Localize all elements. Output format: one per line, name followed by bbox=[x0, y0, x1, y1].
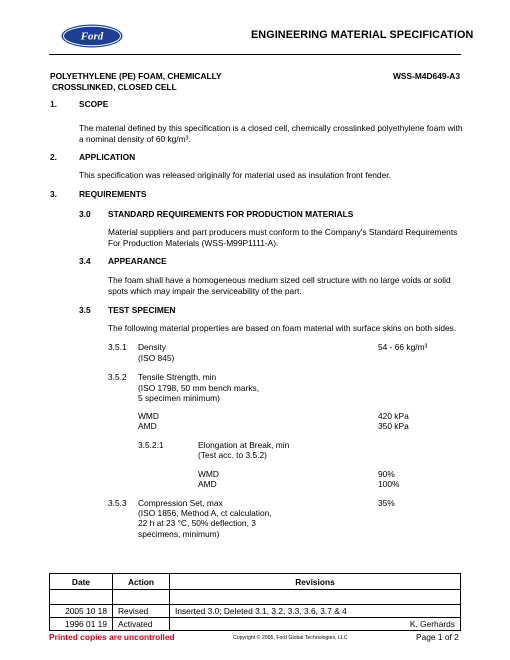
revision-action: Revised bbox=[113, 605, 170, 618]
section-number-requirements: 3. bbox=[50, 189, 57, 199]
tensile-amd-value: 350 kPa bbox=[378, 421, 409, 431]
property-name-density: Density bbox=[138, 342, 166, 352]
property-value-density: 54 - 66 kg/m³ bbox=[378, 342, 428, 352]
table-row bbox=[50, 618, 461, 631]
revision-action: Activated bbox=[113, 618, 170, 631]
property-number-compression: 3.5.3 bbox=[108, 498, 127, 508]
ford-logo bbox=[61, 24, 123, 48]
material-title-line2: CROSSLINKED, CLOSED CELL bbox=[52, 82, 177, 92]
subsection-heading-3-5: TEST SPECIMEN bbox=[108, 305, 176, 315]
table-row bbox=[50, 605, 461, 618]
property-name-compression: Compression Set, max bbox=[138, 498, 223, 508]
property-method-compression-line3: specimens, minimum) bbox=[138, 529, 220, 539]
tensile-wmd-label: WMD bbox=[138, 411, 159, 421]
copyright-notice: Copyright © 2005, Ford Global Technologies, LLC bbox=[233, 635, 348, 641]
elongation-amd-value: 100% bbox=[378, 479, 400, 489]
elongation-wmd-value: 90% bbox=[378, 469, 395, 479]
subsection-number-3-5: 3.5 bbox=[79, 305, 91, 315]
column-header-revisions: Revisions bbox=[170, 574, 461, 590]
scope-text-line2: a nominal density of 60 kg/m³. bbox=[79, 134, 191, 144]
column-header-action: Action bbox=[113, 574, 170, 590]
property-method-tensile-line2: 5 specimen minimum) bbox=[138, 393, 220, 403]
scope-text-line1: The material defined by this specification is a closed cell, chemically crosslinked polyethylene foam with bbox=[79, 123, 463, 133]
table-spacer-row bbox=[50, 590, 461, 605]
property-method-tensile-line1: (ISO 1798, 50 mm bench marks, bbox=[138, 383, 260, 393]
revision-text: Inserted 3.0; Deleted 3.1, 3.2, 3.3, 3.6, 3.7 & 4 bbox=[170, 605, 461, 618]
property-value-compression: 35% bbox=[378, 498, 395, 508]
s34-text-line2: spots which may impair the serviceability of the part. bbox=[108, 286, 302, 296]
spec-number: WSS-M4D649-A3 bbox=[393, 71, 461, 81]
property-name-elongation: Elongation at Break, min bbox=[198, 440, 290, 450]
property-name-tensile: Tensile Strength, min bbox=[138, 372, 217, 382]
page-number: Page 1 of 2 bbox=[416, 632, 459, 642]
tensile-amd-label: AMD bbox=[138, 421, 157, 431]
section-number-application: 2. bbox=[50, 152, 57, 162]
property-number-elongation: 3.5.2.1 bbox=[138, 440, 164, 450]
s30-text-line2: For Production Materials (WSS-M99P1111-A). bbox=[108, 238, 279, 248]
section-heading-scope: SCOPE bbox=[79, 99, 109, 109]
revision-author: K. Gerhards bbox=[170, 618, 461, 631]
document-type-title: ENGINEERING MATERIAL SPECIFICATION bbox=[251, 29, 474, 41]
s30-text-line1: Material suppliers and part producers must conform to the Company's Standard Requirements bbox=[108, 227, 458, 237]
revisions-header-row bbox=[50, 574, 461, 590]
section-heading-application: APPLICATION bbox=[79, 152, 136, 162]
subsection-heading-3-0: STANDARD REQUIREMENTS FOR PRODUCTION MATERIALS bbox=[108, 209, 354, 219]
tensile-wmd-value: 420 kPa bbox=[378, 411, 409, 421]
section-number-scope: 1. bbox=[50, 99, 57, 109]
subsection-number-3-0: 3.0 bbox=[79, 209, 91, 219]
elongation-wmd-label: WMD bbox=[198, 469, 219, 479]
property-number-tensile: 3.5.2 bbox=[108, 372, 127, 382]
column-header-date: Date bbox=[50, 574, 113, 590]
uncontrolled-copies-notice: Printed copies are uncontrolled bbox=[49, 632, 175, 642]
revision-date: 2005 10 18 bbox=[50, 605, 113, 618]
s35-text-line1: The following material properties are based on foam material with surface skins on both sides. bbox=[108, 323, 457, 333]
property-method-compression-line2: 22 h at 23 °C, 50% deflection, 3 bbox=[138, 518, 256, 528]
subsection-heading-3-4: APPEARANCE bbox=[108, 256, 167, 266]
logo-text: Ford bbox=[80, 30, 104, 43]
property-number-density: 3.5.1 bbox=[108, 342, 127, 352]
header-divider bbox=[49, 54, 461, 55]
elongation-amd-label: AMD bbox=[198, 479, 217, 489]
property-method-density: (ISO 845) bbox=[138, 353, 175, 363]
property-method-compression-line1: (ISO 1856, Method A, ct calculation, bbox=[138, 508, 272, 518]
property-method-elongation: (Test acc. to 3.5.2) bbox=[198, 450, 267, 460]
section-heading-requirements: REQUIREMENTS bbox=[79, 189, 147, 199]
s34-text-line1: The foam shall have a homogeneous medium sized cell structure with no large voids or solid bbox=[108, 275, 451, 285]
application-text: This specification was released originally for material used as insulation front fender. bbox=[79, 170, 391, 180]
revisions-table bbox=[49, 573, 461, 631]
revision-date: 1996 01 19 bbox=[50, 618, 113, 631]
material-title-line1: POLYETHYLENE (PE) FOAM, CHEMICALLY bbox=[50, 71, 222, 81]
subsection-number-3-4: 3.4 bbox=[79, 256, 91, 266]
